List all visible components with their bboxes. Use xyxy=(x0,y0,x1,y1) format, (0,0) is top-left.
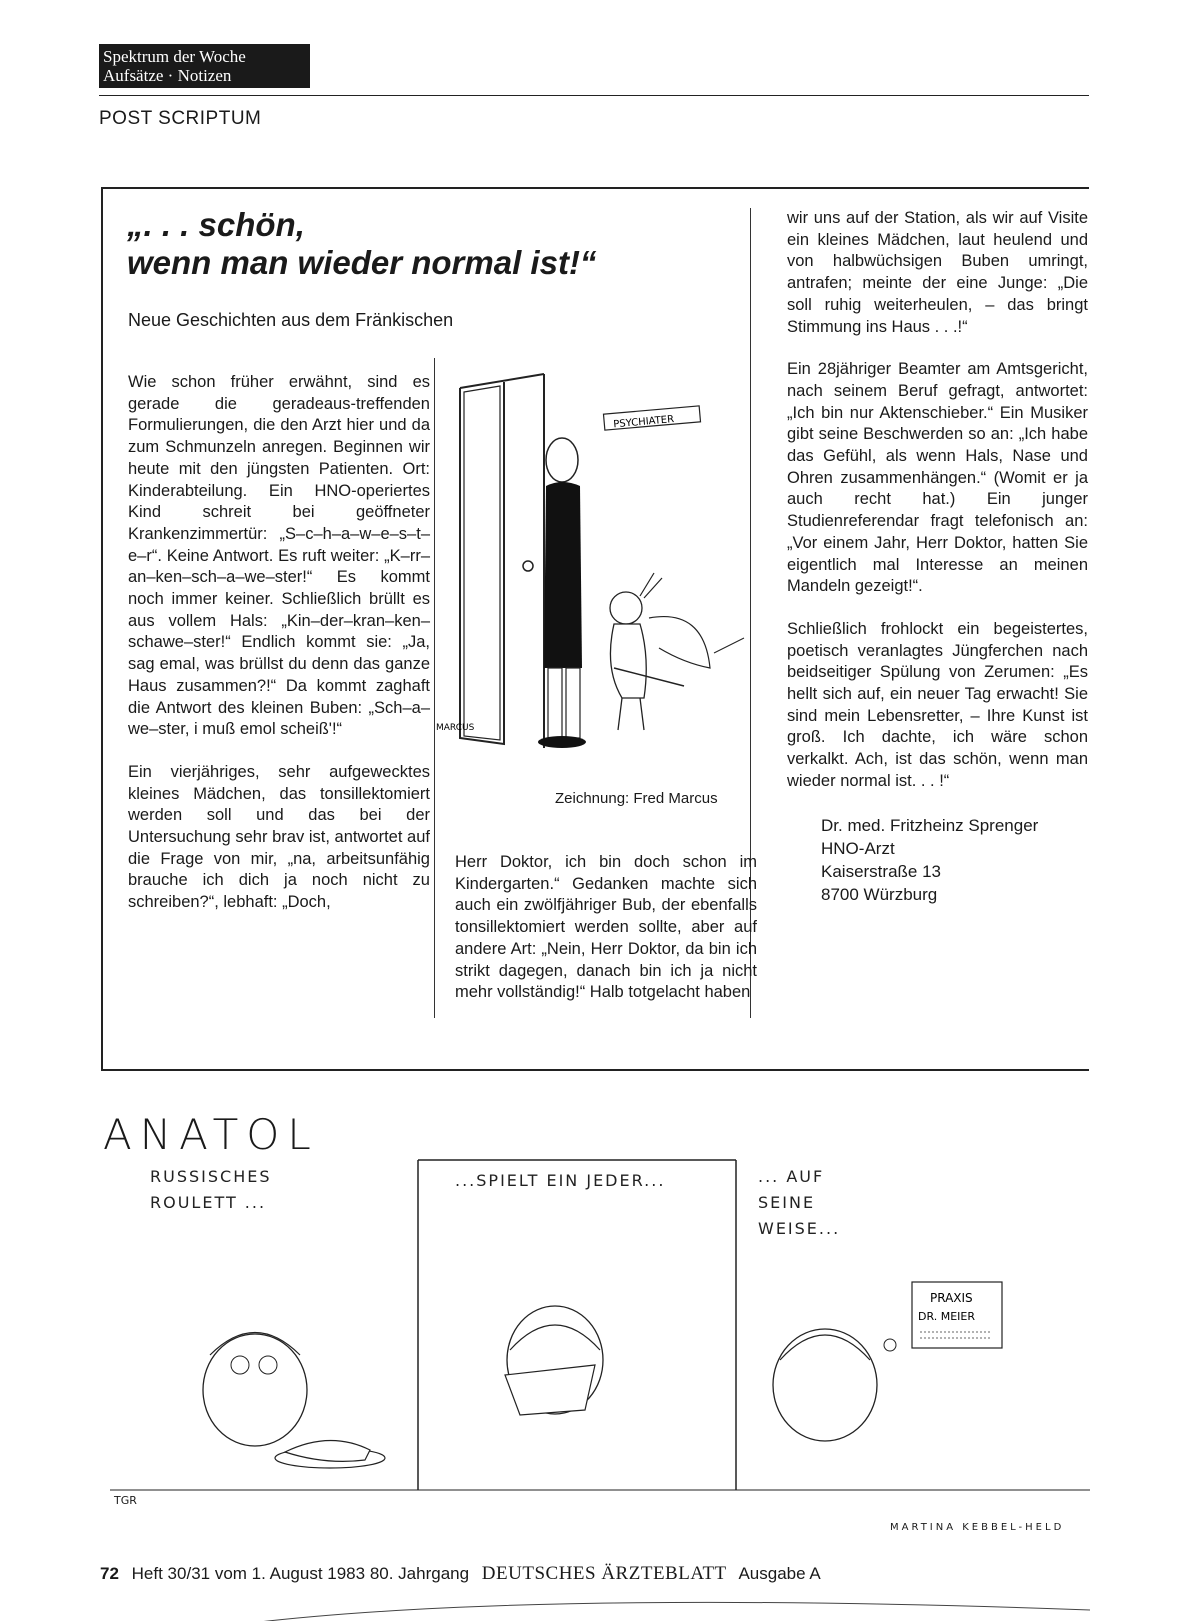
practice-sign-line1: PRAXIS xyxy=(930,1291,973,1305)
edition: Ausgabe A xyxy=(738,1564,821,1583)
title-line-1: „. . . schön, xyxy=(127,206,305,243)
signature-line: HNO-Arzt xyxy=(821,838,895,858)
paragraph: Schließlich frohlockt ein begeistertes, poetisch veranlagtes Jüngferchen nach beidseitiger Spülung von Zerumen: „Es hellt sich auf, ein neuer Tag erwacht! Sie sind mein Lebensretter, – Ihre Kunst ist groß. Ich dachte, ich wäre schon verkalkt. Ach, ist das schön, wenn man wieder normal ist. . . !“ xyxy=(787,619,1088,790)
article-title xyxy=(127,206,727,282)
section-label-line2: Aufsätze · Notizen xyxy=(103,66,232,85)
signature-line: Dr. med. Fritzheinz Sprenger xyxy=(821,815,1039,835)
comic-initials: TGR xyxy=(114,1494,137,1507)
comic-panel-3-caption: ... AUF SEINE WEISE... xyxy=(758,1167,841,1238)
column-divider-1 xyxy=(434,358,435,1018)
paragraph: Ein 28jähriger Beamter am Amtsgericht, nach seinem Beruf gefragt, antwortet: „Ich bin nur Aktenschieber.“ Ein Musiker gibt seine Beschwerden so an: „Ich habe das Gefühl, als wenn Hals, Nase und Ohren zusammenhängen.“ (Womit er ja auch recht hat.) Ein junger Studienreferendar fragt telefonisch an: „Vor einem Jahr, Herr Doktor, hatten Sie eigentlich mal Interesse an meinen Mandeln gezeigt!“. xyxy=(787,360,1088,596)
paragraph: Wie schon früher erwähnt, sind es gerade die geradeaus-treffenden Formulierungen, die den Arzt hier und da zum Schmunzeln anregen. Beginnen wir heute mit den jüngsten Patienten. Ort: Kinderabteilung. Ein HNO-operiertes Kind schreit bei geöffneter Krankenzimmertür: „S–c–h–a–w–e–s–t–e–r“. Keine Antwort. Es ruft weiter: „K–rr–an–ken–sch–a–we–ster!“ Es kommt noch immer keiner. Schließlich brüllt es aus vollem Hals: „Kin–der–kran–ken–schawe–ster!“ Endlich kommt sie: „Ja, sag emal, was brüllst du denn das ganze Haus zusammen?!“ Da kommt zaghaft die Antwort des kleinen Buben: „Sch–a–we–ster, i muß emol scheiß'!“ xyxy=(128,373,430,739)
psychiatrist-illustration xyxy=(436,368,746,768)
article-subtitle: Neue Geschichten aus dem Fränkischen xyxy=(128,310,454,330)
comic-title: ANATOL xyxy=(103,1110,319,1159)
door-sign-text: PSYCHIATER xyxy=(612,414,675,431)
comic-panel-2-caption: ...SPIELT EIN JEDER... xyxy=(455,1171,666,1190)
paragraph: Herr Doktor, ich bin doch schon im Kindergarten.“ Gedanken machte sich auch ein zwölfjähriger Bub, der ebenfalls tonsillektomiert werden sollte, aber auf andere Art: „Nein, Herr Doktor, da bin ich strikt dagegen, danach bin ich ja nicht mehr vollständig!“ Halb totgelacht haben xyxy=(455,853,757,1002)
figure-caption: Zeichnung: Fred Marcus xyxy=(555,790,718,807)
practice-sign-line2: DR. MEIER xyxy=(918,1310,975,1323)
section-label xyxy=(99,44,310,88)
comic-artist: MARTINA KEBBEL-HELD xyxy=(890,1522,1065,1533)
journal-name: DEUTSCHES ÄRZTEBLATT xyxy=(481,1563,727,1584)
illustration-signature: MARCUS xyxy=(436,723,475,733)
paragraph: Ein vierjähriges, sehr aufgewecktes kleines Mädchen, das tonsillektomiert werden soll und das bei der Untersuchung sehr brav ist, antwortet auf die Frage von mir, „na, arbeitsunfähig brauche ich dich ja noch nicht zu schreiben?“, lebhaft: „Doch, xyxy=(128,762,430,912)
signature-line: Kaiserstraße 13 xyxy=(821,861,941,881)
paragraph: wir uns auf der Station, als wir auf Visite ein kleines Mädchen, laut heulend und von halbwüchsigen Buben umringt, antrafen; meinte der eine Junge: „Die soll ruhig weiterheulen, – das bringt Stimmung ins Haus . . .!“ xyxy=(787,209,1088,336)
issue-info: Heft 30/31 vom 1. August 1983 80. Jahrgang xyxy=(131,1564,470,1583)
text-column-3 xyxy=(787,208,1088,906)
category-label: POST SCRIPTUM xyxy=(99,108,262,129)
comic-panel-1-caption: RUSSISCHES ROULETT ... xyxy=(150,1167,272,1212)
title-line-2: wenn man wieder normal ist!“ xyxy=(127,244,597,281)
header-rule xyxy=(99,95,1089,96)
text-column-1 xyxy=(128,372,430,935)
signature-line: 8700 Würzburg xyxy=(821,884,938,904)
page-footer xyxy=(100,1563,821,1585)
section-label-line1: Spektrum der Woche xyxy=(103,47,246,66)
author-signature xyxy=(787,814,1088,906)
page-number: 72 xyxy=(100,1564,119,1583)
text-column-2 xyxy=(455,852,757,1025)
